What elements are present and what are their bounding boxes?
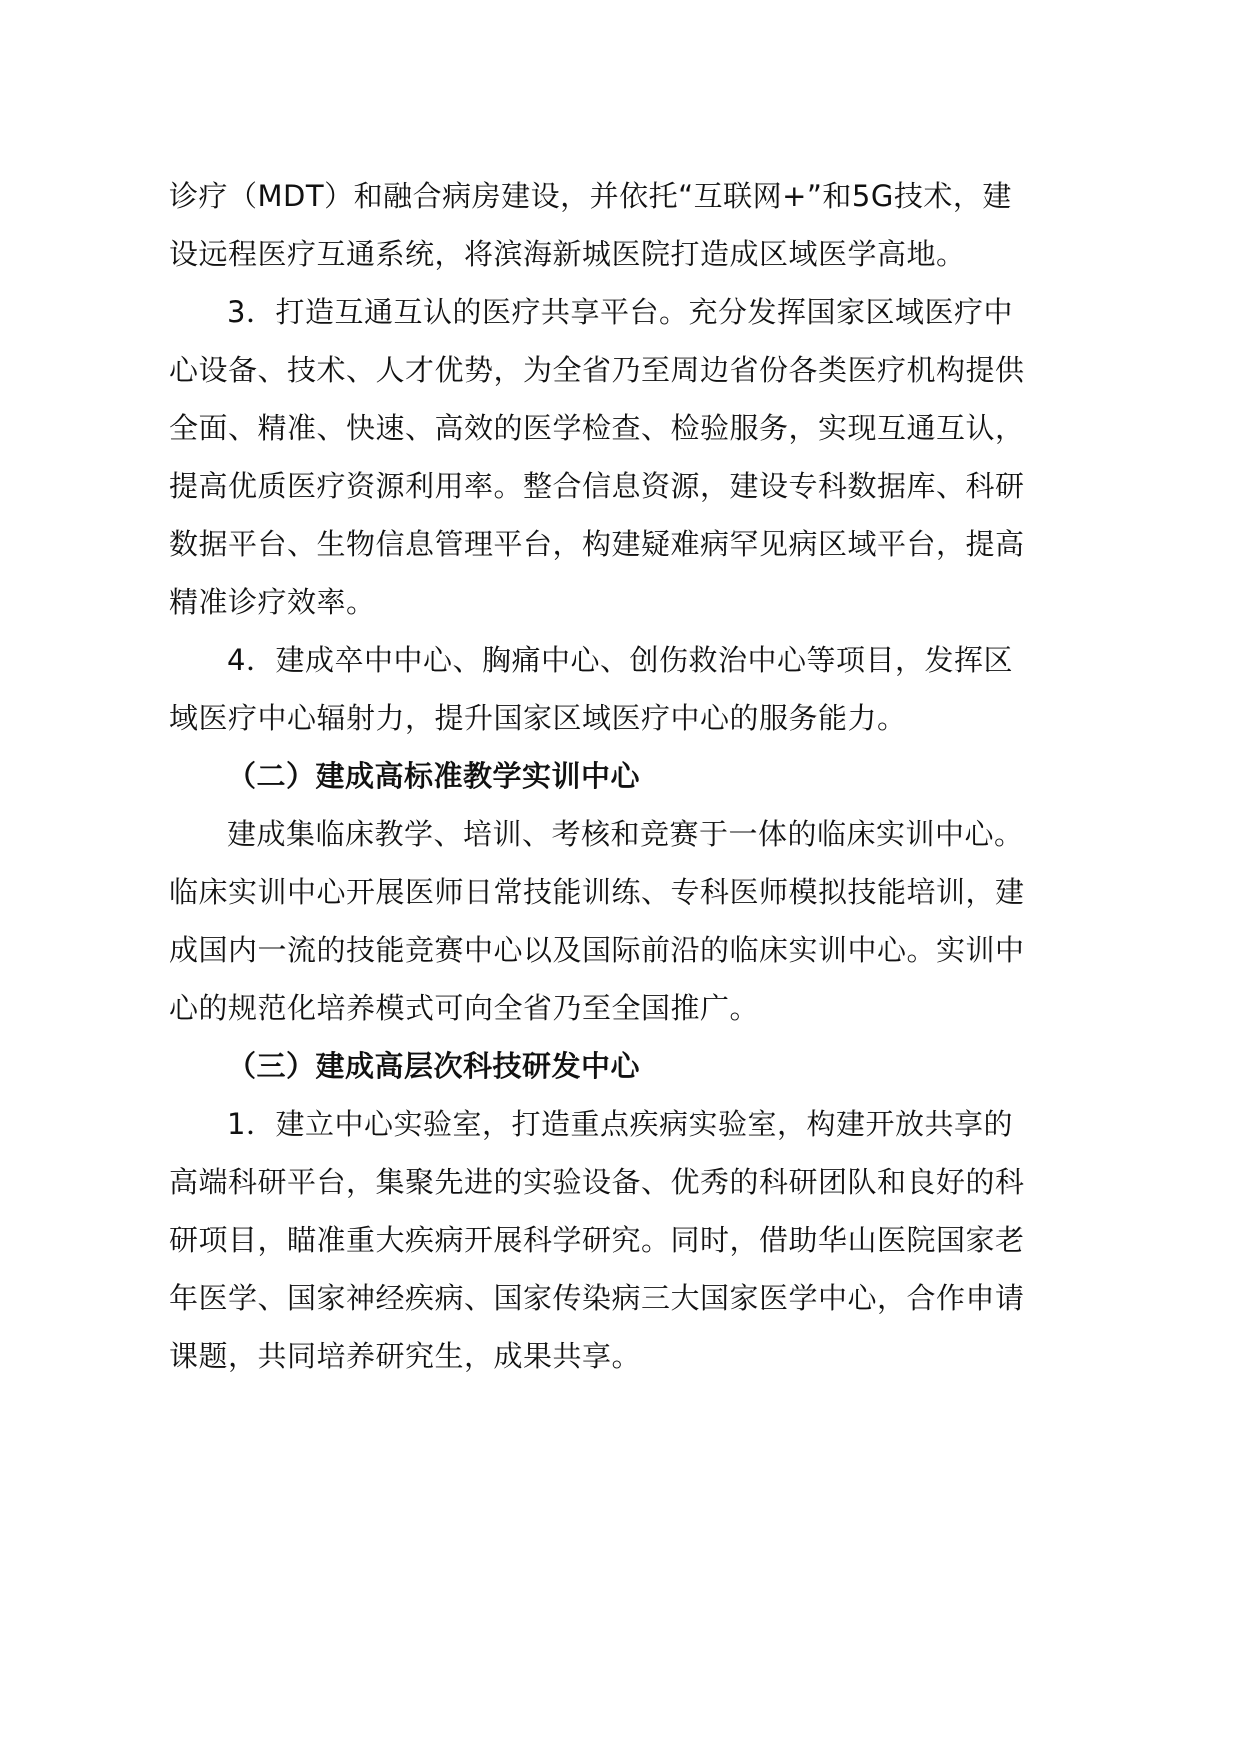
section-heading-2: （二）建成高标准教学实训中心 (227, 759, 641, 793)
paragraph-line-9: 4．建成卒中中心、胸痛中心、创伤救治中心等项目，发挥区 (227, 643, 1013, 677)
paragraph-line-6: 提高优质医疗资源利用率。整合信息资源，建设专科数据库、科研 (169, 469, 1025, 503)
section-heading-3: （三）建成高层次科技研发中心 (227, 1049, 641, 1083)
paragraph-line-17: 1．建立中心实验室，打造重点疾病实验室，构建开放共享的 (227, 1107, 1013, 1141)
paragraph-line-13: 临床实训中心开展医师日常技能训练、专科医师模拟技能培训，建 (169, 875, 1025, 909)
paragraph-line-14: 成国内一流的技能竞赛中心以及国际前沿的临床实训中心。实训中 (169, 933, 1025, 967)
paragraph-line-20: 年医学、国家神经疾病、国家传染病三大国家医学中心，合作申请 (169, 1281, 1025, 1315)
paragraph-line-10: 域医疗中心辐射力，提升国家区域医疗中心的服务能力。 (169, 701, 907, 735)
paragraph-line-8: 精准诊疗效率。 (169, 585, 376, 619)
paragraph-line-4: 心设备、技术、人才优势，为全省乃至周边省份各类医疗机构提供 (169, 353, 1025, 387)
paragraph-line-15: 心的规范化培养模式可向全省乃至全国推广。 (169, 991, 760, 1025)
paragraph-line-19: 研项目，瞄准重大疾病开展科学研究。同时，借助华山医院国家老 (169, 1223, 1025, 1257)
paragraph-line-12: 建成集临床教学、培训、考核和竞赛于一体的临床实训中心。 (227, 817, 1024, 851)
paragraph-line-21: 课题，共同培养研究生，成果共享。 (169, 1339, 642, 1373)
paragraph-line-7: 数据平台、生物信息管理平台，构建疑难病罕见病区域平台，提高 (169, 527, 1025, 561)
paragraph-line-3: 3．打造互通互认的医疗共享平台。充分发挥国家区域医疗中 (227, 295, 1013, 329)
paragraph-line-2: 设远程医疗互通系统，将滨海新城医院打造成区域医学高地。 (169, 237, 966, 271)
paragraph-line-1: 诊疗（MDT）和融合病房建设，并依托“互联网+”和5G技术，建 (169, 179, 1012, 213)
paragraph-line-5: 全面、精准、快速、高效的医学检查、检验服务，实现互通互认， (169, 411, 1025, 445)
paragraph-line-18: 高端科研平台，集聚先进的实验设备、优秀的科研团队和良好的科 (169, 1165, 1025, 1199)
